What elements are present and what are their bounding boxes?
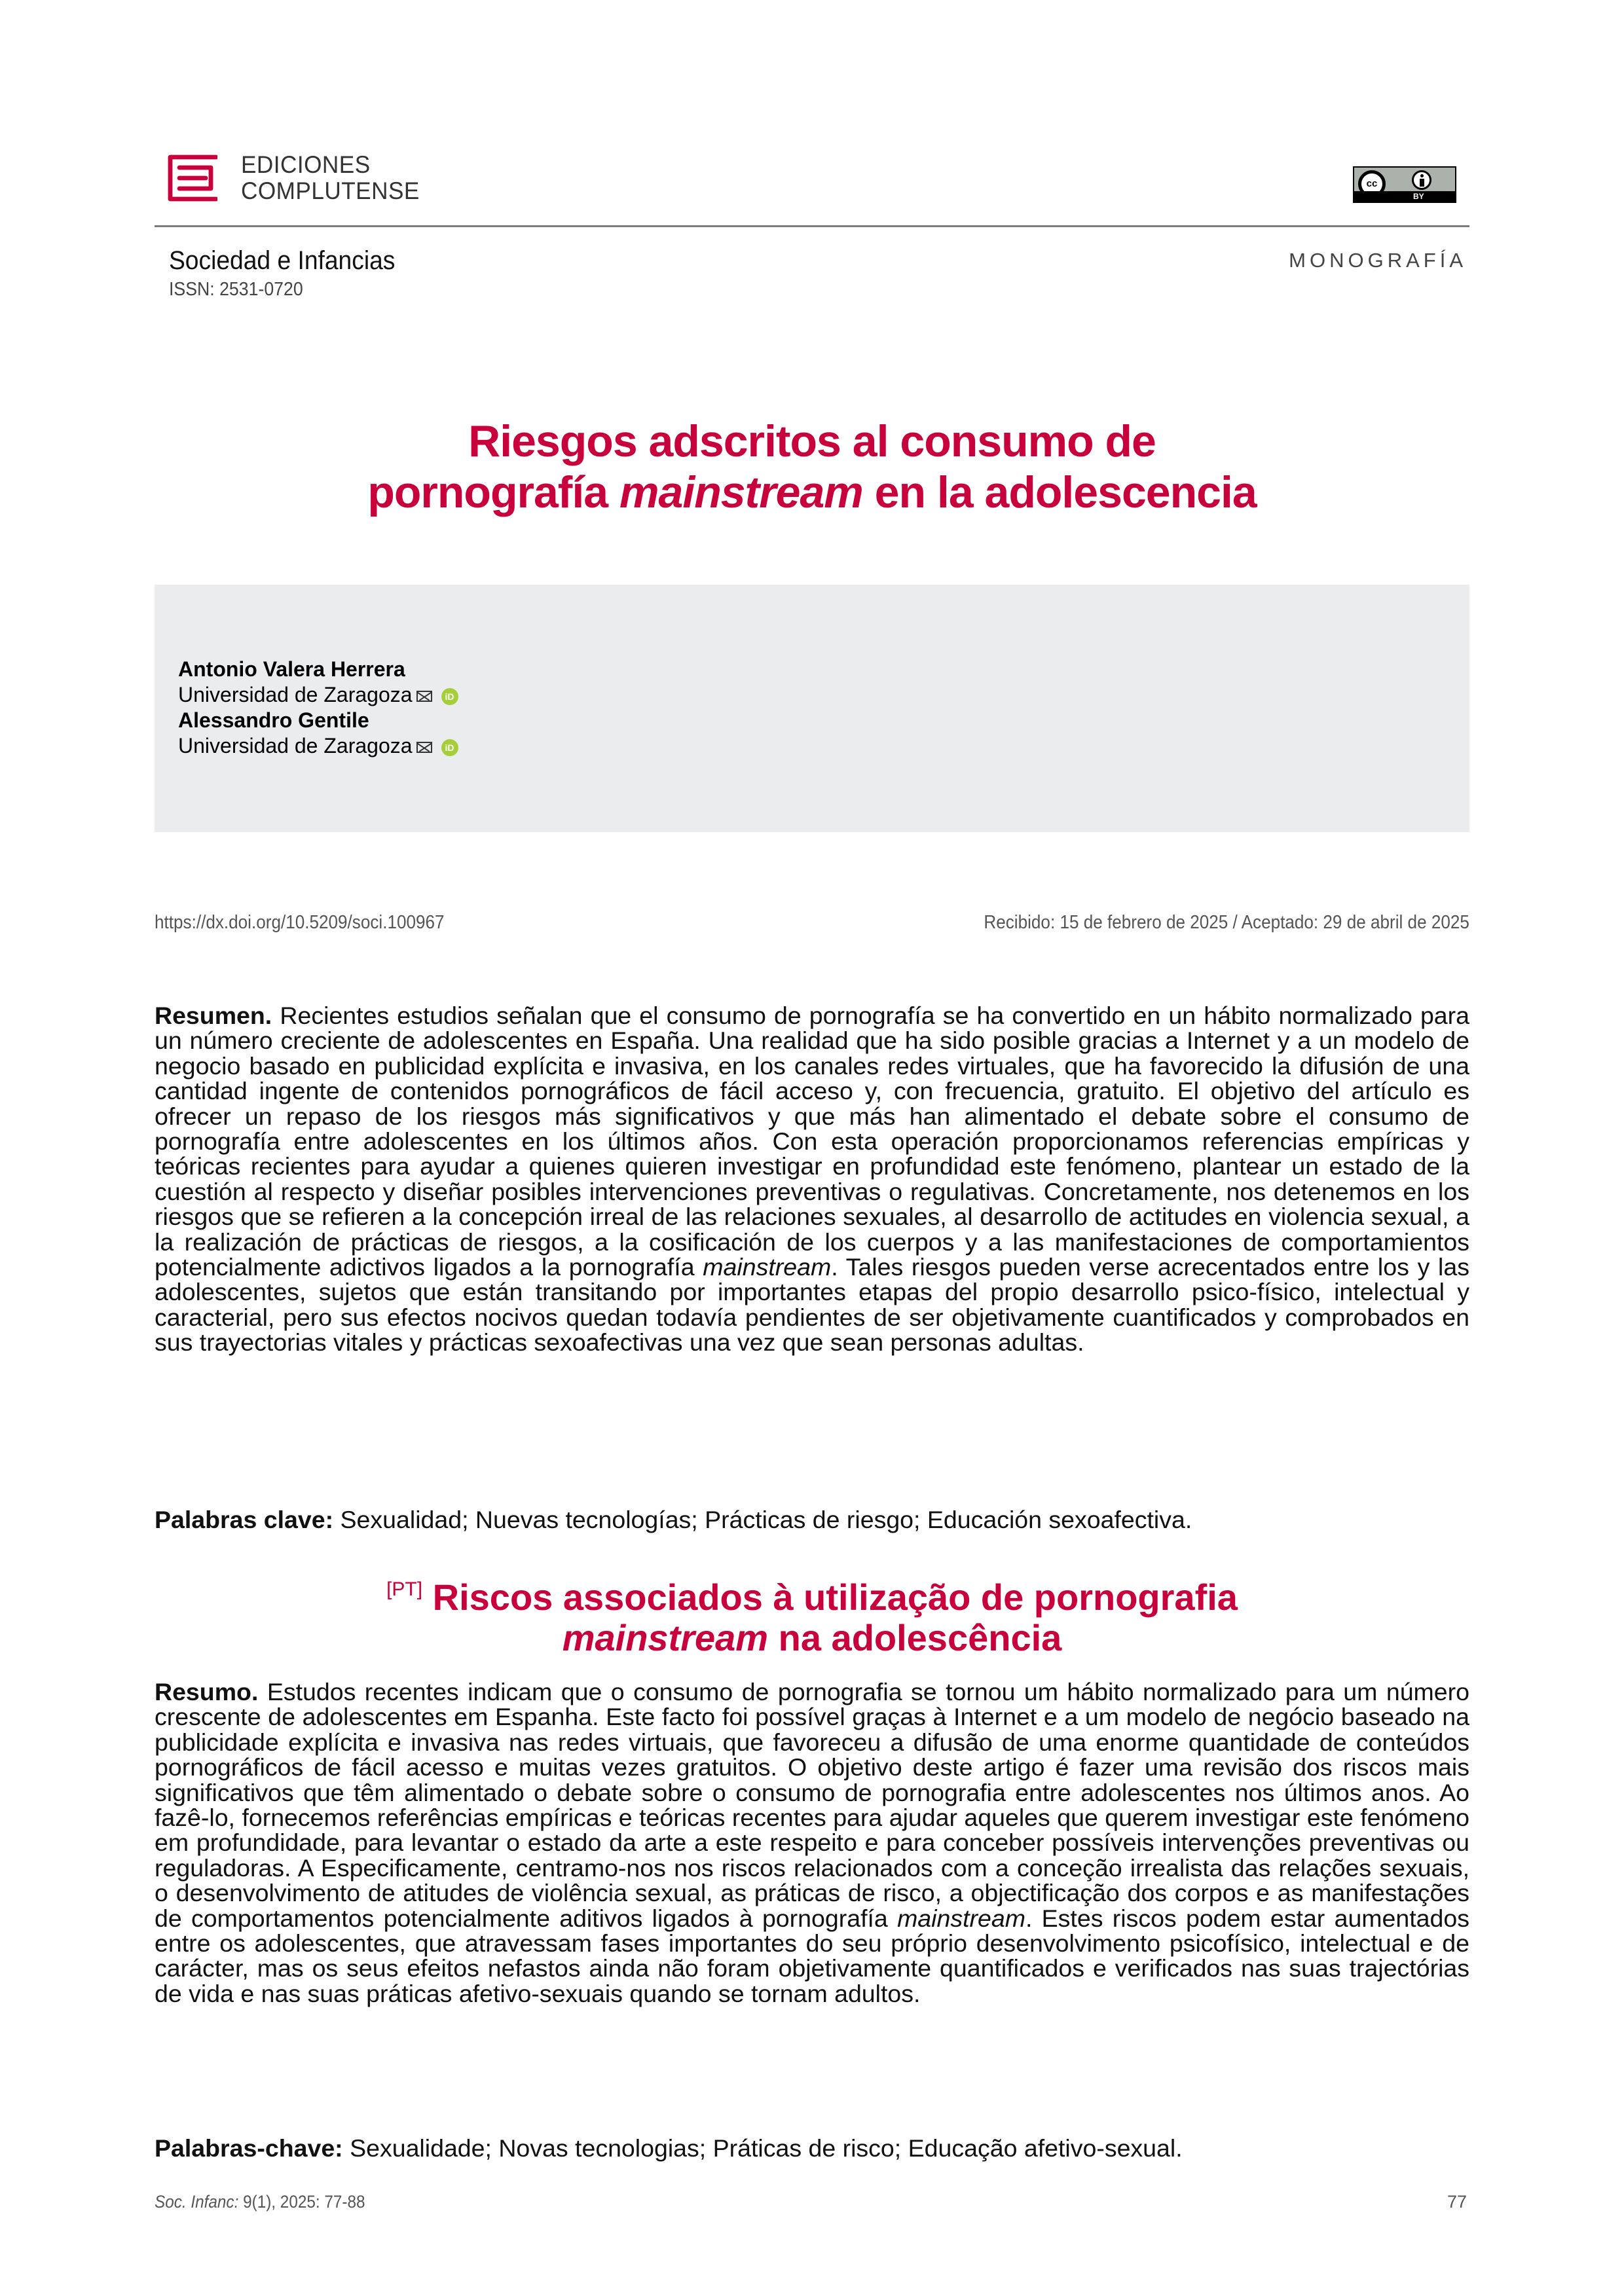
author-affiliation xyxy=(178,682,458,708)
attribution-person-icon xyxy=(1412,170,1431,190)
creative-commons-icon: cc xyxy=(1358,170,1386,198)
abstract-text: . Tales riesgos pueden verse acrecentados entre los y las adolescentes, sujetos que están transitando por importantes etapas del propio desarrollo psico-físico, intelectual y caracterial, pero sus efectos nocivos quedan todavía pendientes de ser objetivamente cuantificados y comprobados en sus trayectorias vitales y prácticas sexoafectivas una vez que sean personas adultas. xyxy=(155,1253,1469,1357)
ediciones-complutense-logo-icon xyxy=(168,155,217,202)
author-name: Alessandro Gentile xyxy=(178,708,369,732)
issn: ISSN: 2531-0720 xyxy=(169,279,303,300)
portuguese-title xyxy=(155,1569,1469,1658)
keywords-text: Sexualidade; Novas tecnologias; Práticas de risco; Educação afetivo-sexual. xyxy=(342,2134,1183,2162)
author-name: Antonio Valera Herrera xyxy=(178,657,405,681)
abstract-text: Recientes estudios señalan que el consumo de pornografía se ha convertido en un hábito normalizado para un número creciente de adolescentes en España. Una realidad que ha sido posible gracias a Internet y a un modelo de negocio basado en publicidad explícita e invasiva, en los canales redes virtuales, que ha favorecido la difusión de una cantidad ingente de contenidos pornográficos de fácil acceso y, con frecuencia, gratuito. El objetivo del artículo es ofrecer un repaso de los riesgos más significativos y que más han alimentado el debate sobre el consumo de pornografía entre adolescentes en los últimos años. Con esta operación proporcionamos referencias empíricas y teóricas recientes para ayudar a quienes quieren investigar en profundidad este fenómeno, plantear un estado de la cuestión al respecto y diseñar posibles intervenciones preventivas o regulativas. Concretamente, nos detenemos en los riesgos que se refieren a la concepción irreal de las relaciones sexuales, al desarrollo de actitudes en violencia sexual, a la realización de prácticas de riesgos, a la cosificación de los cuerpos y a las manifestaciones de comportamientos potencialmente adictivos ligados a la pornografía xyxy=(155,1002,1469,1281)
keywords-label: Palabras clave: xyxy=(155,1506,334,1533)
article-title xyxy=(155,416,1469,518)
language-tag: [PT] xyxy=(386,1578,423,1600)
abstract-emphasis: mainstream xyxy=(897,1904,1025,1932)
title-emphasis: mainstream xyxy=(619,467,863,517)
pt-title-line2 xyxy=(155,1618,1469,1658)
journal-name: Sociedad e Infancias xyxy=(169,246,396,275)
doi-link[interactable]: https://dx.doi.org/10.5209/soci.100967 xyxy=(155,912,445,933)
pt-title-text: Riscos associados à utilização de pornografia xyxy=(422,1576,1238,1618)
title-line2 xyxy=(155,467,1469,518)
publisher-name xyxy=(241,152,420,204)
mail-icon[interactable] xyxy=(416,691,432,702)
publisher-line1: EDICIONES xyxy=(241,151,371,178)
title-text: pornografía xyxy=(367,467,620,517)
section-label: MONOGRAFÍA xyxy=(1289,249,1467,272)
author-affiliation xyxy=(178,733,458,759)
keywords-es xyxy=(155,1507,1192,1532)
citation-text: 9(1), 2025: 77-88 xyxy=(238,2192,365,2212)
abstract-text: Estudos recentes indicam que o consumo de pornografia se tornou um hábito normalizado para um número crescente de adolescentes em Espanha. Este facto foi possível graças à Internet e a um modelo de negócio baseado na publicidade explícita e invasiva nas redes virtuais, que favoreceu a difusão de uma enorme quantidade de conteúdos pornográficos de fácil acesso e muitas vezes gratuitos. O objetivo deste artigo é fazer uma revisão dos riscos mais significativos que têm alimentado o debate sobre o consumo de pornografia entre adolescentes nos últimos anos. Ao fazê-lo, fornecemos referências empíricas e teóricas recentes para ajudar aqueles que querem investigar este fenómeno em profundidade, para levantar o estado da arte a este respeito e para conceber possíveis intervenções preventivas ou reguladoras. A Especificamente, centramo-nos nos riscos relacionados com a conceção irrealista das relações sexuais, o desenvolvimento de atitudes de violência sexual, as práticas de risco, a objectificação dos corpos e as manifestações de comportamentos potencialmente aditivos ligados à pornografía xyxy=(155,1678,1469,1932)
affiliation-text: Universidad de Zaragoza xyxy=(178,683,413,706)
abstract-pt xyxy=(155,1679,1469,2006)
author-list xyxy=(178,657,458,759)
abstract-emphasis: mainstream xyxy=(703,1253,832,1281)
title-line1: Riesgos adscritos al consumo de xyxy=(468,416,1156,466)
keywords-label: Palabras-chave: xyxy=(155,2134,343,2162)
license-badge-bar xyxy=(1354,191,1455,202)
pt-title-text: na adolescência xyxy=(768,1617,1062,1658)
received-accepted-dates: Recibido: 15 de febrero de 2025 / Aceptado: 29 de abril de 2025 xyxy=(984,912,1469,933)
affiliation-text: Universidad de Zaragoza xyxy=(178,734,413,757)
abstract-es xyxy=(155,1003,1469,1355)
mail-icon[interactable] xyxy=(416,742,432,753)
orcid-icon[interactable]: iD xyxy=(441,739,458,756)
cc-by-license-badge[interactable] xyxy=(1353,166,1456,203)
header-divider xyxy=(155,225,1469,227)
authors-box xyxy=(155,585,1469,832)
abstract-label: Resumo. xyxy=(155,1678,259,1705)
journal-abbrev: Soc. Infanc: xyxy=(155,2192,239,2212)
page-number: 77 xyxy=(1447,2192,1467,2212)
license-by-label: BY xyxy=(1413,192,1424,201)
pt-title-emphasis: mainstream xyxy=(562,1617,769,1658)
abstract-label: Resumen. xyxy=(155,1002,272,1029)
pt-title-line1 xyxy=(155,1569,1469,1618)
keywords-pt xyxy=(155,2136,1183,2160)
keywords-text: Sexualidad; Nuevas tecnologías; Prácticas de riesgo; Educación sexoafectiva. xyxy=(333,1506,1192,1533)
publisher-line2: COMPLUTENSE xyxy=(241,177,420,204)
footer-citation xyxy=(155,2192,365,2212)
orcid-icon[interactable]: iD xyxy=(441,688,458,705)
abstract-text: . Estes riscos podem estar aumentados entre os adolescentes, que atravessam fases importantes do seu próprio desenvolvimento psicofísico, intelectual e de carácter, mas os seus efeitos nefastos ainda não foram objetivamente quantificados e verificados nas suas trajectórias de vida e nas suas práticas afetivo-sexuais quando se tornam adultos. xyxy=(155,1904,1469,2007)
title-text: en la adolescencia xyxy=(862,467,1257,517)
